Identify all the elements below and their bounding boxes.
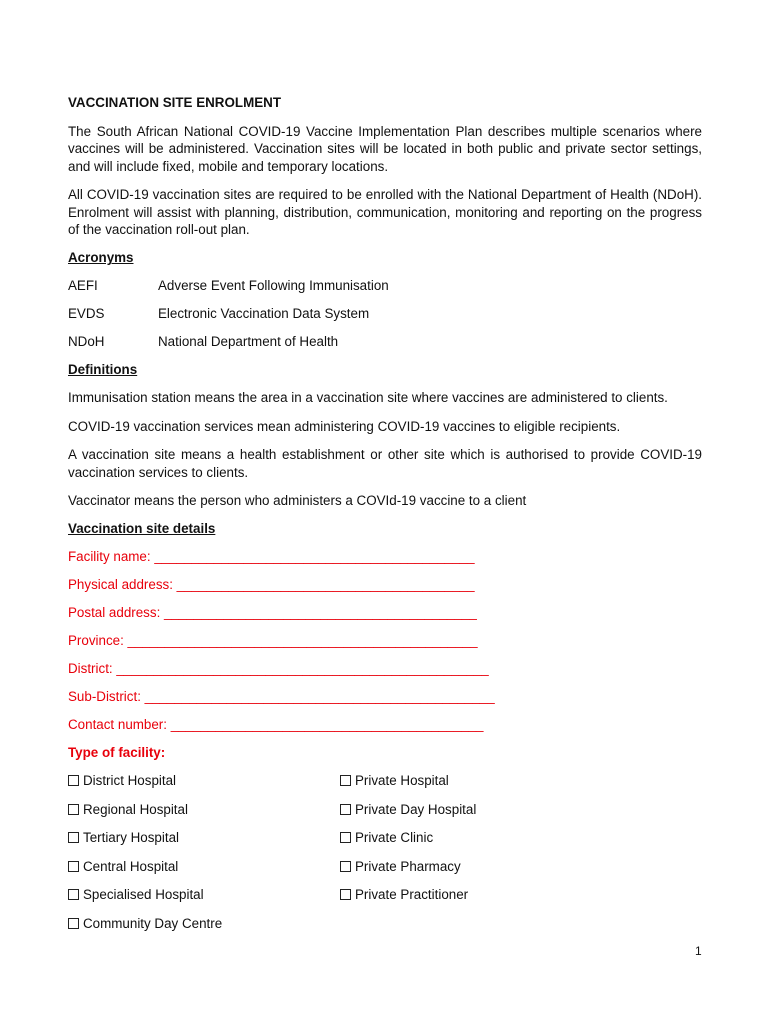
- checkbox-icon[interactable]: [68, 775, 79, 786]
- province-field[interactable]: Province: _______________________________________________: [68, 633, 478, 649]
- sub-district-field[interactable]: Sub-District: _______________________________________________: [68, 689, 495, 705]
- checkbox-icon[interactable]: [68, 861, 79, 872]
- definition-paragraph: Vaccinator means the person who administers a COVId-19 vaccine to a client: [68, 493, 527, 509]
- facility-option-label: Central Hospital: [83, 858, 179, 874]
- acronym-definition: Electronic Vaccination Data System: [158, 306, 370, 322]
- facility-option[interactable]: [68, 915, 340, 932]
- checkbox-icon[interactable]: [340, 832, 351, 843]
- facility-option-label: Regional Hospital: [83, 801, 188, 817]
- document-page: [68, 94, 702, 932]
- facility-option-label: Community Day Centre: [83, 915, 223, 931]
- facility-option-label: Private Clinic: [355, 830, 434, 846]
- acronym-definition: Adverse Event Following Immunisation: [158, 278, 389, 294]
- facility-option-label: District Hospital: [83, 773, 177, 789]
- acronym-abbr: EVDS: [68, 306, 105, 322]
- facility-option[interactable]: [340, 801, 612, 818]
- acronym-row: [68, 305, 702, 322]
- facility-type-options: [68, 772, 702, 931]
- checkbox-icon[interactable]: [68, 832, 79, 843]
- facility-option-label: Specialised Hospital: [83, 887, 204, 903]
- site-details-heading: Vaccination site details: [68, 521, 216, 537]
- definitions-heading: Definitions: [68, 362, 138, 378]
- acronym-abbr: NDoH: [68, 334, 105, 350]
- checkbox-icon[interactable]: [68, 804, 79, 815]
- facility-option[interactable]: [68, 801, 340, 818]
- facility-option[interactable]: [340, 772, 612, 789]
- facility-option[interactable]: [68, 858, 340, 875]
- facility-option[interactable]: [68, 772, 340, 789]
- facility-option-label: Private Day Hospital: [355, 801, 477, 817]
- facility-option[interactable]: [340, 858, 612, 875]
- checkbox-icon[interactable]: [68, 918, 79, 929]
- facility-option[interactable]: [340, 886, 612, 903]
- enrolment-paragraph: All COVID-19 vaccination sites are required to be enrolled with the National Department of Health (NDoH). Enrolment will assist with planning, distribution, communication, monitoring and reporting on the progress of the vaccination roll-out plan.: [68, 187, 702, 238]
- facility-option[interactable]: [68, 829, 340, 846]
- acronym-row: [68, 333, 702, 350]
- acronym-row: [68, 277, 702, 294]
- checkbox-icon[interactable]: [340, 775, 351, 786]
- definition-paragraph: A vaccination site means a health establishment or other site which is authorised to provide COVID-19 vaccination services to clients.: [68, 447, 702, 480]
- facility-type-heading: Type of facility:: [68, 745, 166, 761]
- page-number: 1: [695, 944, 702, 958]
- intro-paragraph: The South African National COVID-19 Vaccine Implementation Plan describes multiple scenarios where vaccines will be administered. Vaccination sites will be located in both public and private sector settings, and will include fixed, mobile and temporary locations.: [68, 124, 702, 174]
- acronym-definition: National Department of Health: [158, 334, 339, 350]
- facility-option[interactable]: [68, 886, 340, 903]
- facility-option-label: Private Hospital: [355, 773, 449, 789]
- acronyms-heading: Acronyms: [68, 250, 134, 266]
- definition-paragraph: Immunisation station means the area in a vaccination site where vaccines are administered to clients.: [68, 390, 668, 406]
- acronym-abbr: AEFI: [68, 278, 98, 294]
- facility-option-label: Tertiary Hospital: [83, 830, 179, 846]
- definition-paragraph: COVID-19 vaccination services mean administering COVID-19 vaccines to eligible recipients.: [68, 418, 621, 434]
- facility-option-label: Private Pharmacy: [355, 858, 461, 874]
- facility-option-label: Private Practitioner: [355, 887, 469, 903]
- checkbox-icon[interactable]: [340, 804, 351, 815]
- checkbox-icon[interactable]: [340, 889, 351, 900]
- physical-address-field[interactable]: Physical address: ________________________________________: [68, 577, 475, 593]
- document-title: VACCINATION SITE ENROLMENT: [68, 95, 282, 110]
- facility-option[interactable]: [340, 829, 612, 846]
- district-field[interactable]: District: __________________________________________________: [68, 661, 489, 677]
- checkbox-icon[interactable]: [340, 861, 351, 872]
- checkbox-icon[interactable]: [68, 889, 79, 900]
- facility-name-field[interactable]: Facility name: ___________________________________________: [68, 549, 475, 565]
- postal-address-field[interactable]: Postal address: __________________________________________: [68, 605, 477, 621]
- contact-number-field[interactable]: Contact number: __________________________________________: [68, 717, 484, 733]
